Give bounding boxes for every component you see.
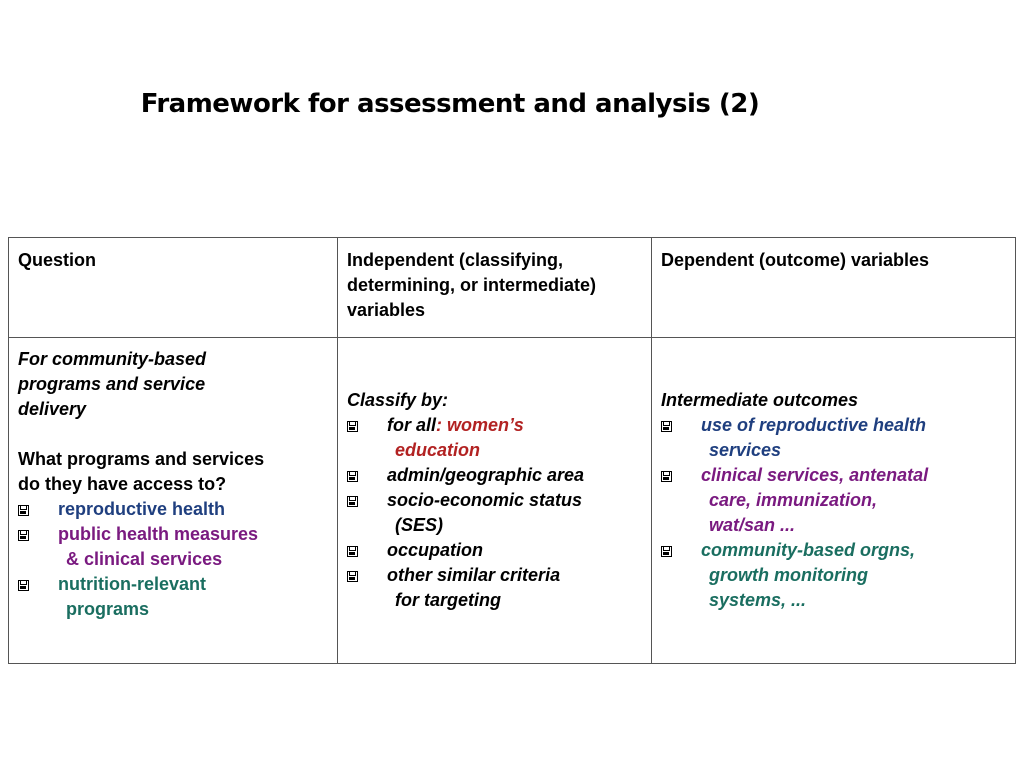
bullet-text: community-based orgns, <box>701 540 916 560</box>
bullet-text: (SES) <box>395 515 444 535</box>
independent-cell <box>338 338 652 664</box>
list-item <box>347 563 645 613</box>
bullet-text: programs <box>66 599 150 619</box>
floppy-disk-icon <box>347 538 387 563</box>
bullet-text: occupation <box>387 540 484 560</box>
floppy-disk-icon <box>18 522 58 547</box>
floppy-disk-icon <box>347 463 387 488</box>
bullet-text: systems, ... <box>709 590 807 610</box>
list-item <box>347 488 645 538</box>
slide-title: Framework for assessment and analysis (2) <box>140 89 760 119</box>
floppy-disk-icon <box>347 488 387 513</box>
floppy-disk-icon <box>18 497 58 522</box>
list-item <box>661 463 1009 538</box>
floppy-disk-icon <box>661 463 701 488</box>
list-item <box>661 538 1009 613</box>
bullet-text: growth monitoring <box>709 565 868 585</box>
bullet-text: wat/san ... <box>709 515 796 535</box>
for-all-prefix: for all <box>387 415 437 435</box>
outcomes-lead: Intermediate outcomes <box>661 390 859 410</box>
list-item <box>18 522 331 572</box>
bullet-text: socio-economic status <box>387 490 583 510</box>
question-line: do they have access to? <box>18 474 227 494</box>
classify-lead: Classify by: <box>347 390 449 410</box>
dependent-cell <box>652 338 1016 664</box>
header-independent: Independent (classifying, determining, or intermediate) variables <box>347 250 597 320</box>
floppy-disk-icon <box>18 572 58 597</box>
intro-line: For community-based <box>18 349 207 369</box>
floppy-disk-icon <box>347 563 387 588</box>
intro-line: delivery <box>18 399 87 419</box>
header-independent-cell <box>338 238 652 338</box>
bullet-text: services <box>709 440 782 460</box>
list-item <box>347 463 645 488</box>
list-item <box>347 413 645 463</box>
bullet-text: nutrition-relevant <box>58 574 207 594</box>
bullet-text: for targeting <box>395 590 501 610</box>
question-cell <box>9 338 338 664</box>
bullet-text: use of reproductive health <box>701 415 927 435</box>
list-item <box>18 572 331 622</box>
table-body-row <box>9 338 1016 664</box>
intro-line: programs and service <box>18 374 206 394</box>
floppy-disk-icon <box>661 538 701 563</box>
bullet-text: clinical services, antenatal <box>701 465 929 485</box>
bullet-text: care, immunization, <box>709 490 878 510</box>
header-question: Question <box>18 250 97 270</box>
header-dependent: Dependent (outcome) variables <box>661 250 930 270</box>
header-dependent-cell <box>652 238 1016 338</box>
for-all-continuation: education <box>395 440 481 460</box>
list-item <box>18 497 331 522</box>
table-header-row <box>9 238 1016 338</box>
bullet-text: & clinical services <box>66 549 223 569</box>
bullet-text: public health measures <box>58 524 259 544</box>
bullet-text: admin/geographic area <box>387 465 585 485</box>
floppy-disk-icon <box>661 413 701 438</box>
framework-table <box>8 237 1016 664</box>
for-all-suffix: : women’s <box>436 415 524 435</box>
list-item <box>661 413 1009 463</box>
bullet-text: reproductive health <box>58 499 226 519</box>
list-item <box>347 538 645 563</box>
header-question-cell <box>9 238 338 338</box>
bullet-text: other similar criteria <box>387 565 561 585</box>
question-line: What programs and services <box>18 449 265 469</box>
floppy-disk-icon <box>347 413 387 438</box>
